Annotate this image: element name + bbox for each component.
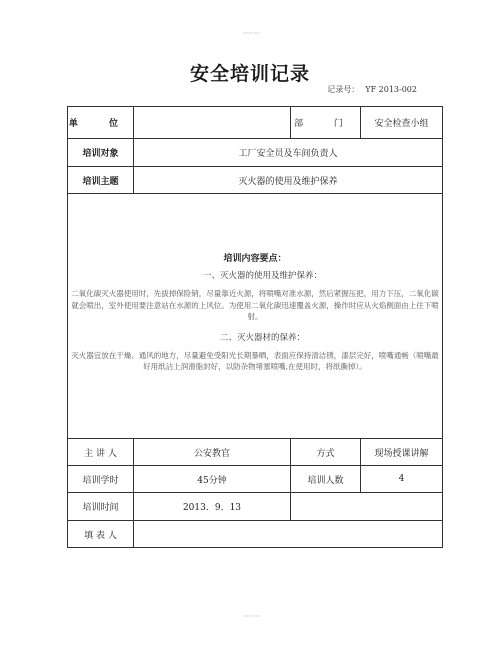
row-lecturer <box>68 439 443 466</box>
section-2-text: 灭火器宜放在干燥、通风的地方，尽量避免受阳光长期暴晒，表面应保持清洁锈，漆层完好，喷嘴通畅（喷嘴最好用纸沾上润滑脂封好，以防杂物堵塞喷嘴,在使用时，将纸撕掉）。 <box>71 350 439 372</box>
unit-label: 单 位 <box>68 107 134 139</box>
section-2-title: 二、灭火器材的保养： <box>219 332 305 343</box>
lecturer-value: 公安教官 <box>134 439 291 466</box>
page-title: 安全培训记录 <box>189 63 310 85</box>
filler-label: 填 表 人 <box>68 521 134 548</box>
section-1-title: 一、灭火器的使用及维护保养： <box>202 271 322 282</box>
date-blank <box>291 493 443 521</box>
method-label: 方式 <box>291 439 361 466</box>
date-value: 2013．9．13 <box>134 493 291 521</box>
lecturer-label: 主 讲 人 <box>68 439 134 466</box>
watermark-bottom: nwoi wu <box>243 613 260 618</box>
row-unit <box>68 107 443 139</box>
unit-value <box>134 107 291 139</box>
department-value: 安全检查小组 <box>361 107 443 139</box>
row-topic <box>68 167 443 194</box>
duration-value: 45分钟 <box>134 466 291 493</box>
record-number-label: 记录号： <box>327 85 360 94</box>
department-label: 部 门 <box>291 107 361 139</box>
section-1-text: 二氧化碳灭火器使用时，先拔掉保险销，尽量靠近火源，将喷嘴对准水源，然后紧握压把，用力下压，二氧化碳就会喷出，室外使用要注意站在水源的上风位。为使用二氧化碳迅速覆盖火源，操作时应从火焰侧面由上往下喷射。 <box>71 289 439 322</box>
record-number-value: YF 2013-002 <box>365 85 417 94</box>
row-filler <box>68 521 443 548</box>
row-content <box>68 194 443 439</box>
watermark-top: nwoi wu <box>243 30 260 35</box>
row-date <box>68 493 443 521</box>
target-label: 培训对象 <box>68 139 134 167</box>
row-duration <box>68 466 443 493</box>
attendee-count-label: 培训人数 <box>291 466 361 493</box>
content-cell <box>68 194 443 439</box>
record-number <box>327 84 417 95</box>
attendee-count-value: 4 <box>361 466 443 493</box>
date-label: 培训时间 <box>68 493 134 521</box>
row-target <box>68 139 443 167</box>
topic-value: 灭火器的使用及维护保养 <box>134 167 443 194</box>
method-value: 现场授课讲解 <box>361 439 443 466</box>
content-heading: 培训内容要点： <box>223 254 287 265</box>
target-value: 工厂安全员及车间负责人 <box>134 139 443 167</box>
duration-label: 培训学时 <box>68 466 134 493</box>
filler-value <box>134 521 443 548</box>
training-record-table <box>67 106 443 548</box>
topic-label: 培训主题 <box>68 167 134 194</box>
